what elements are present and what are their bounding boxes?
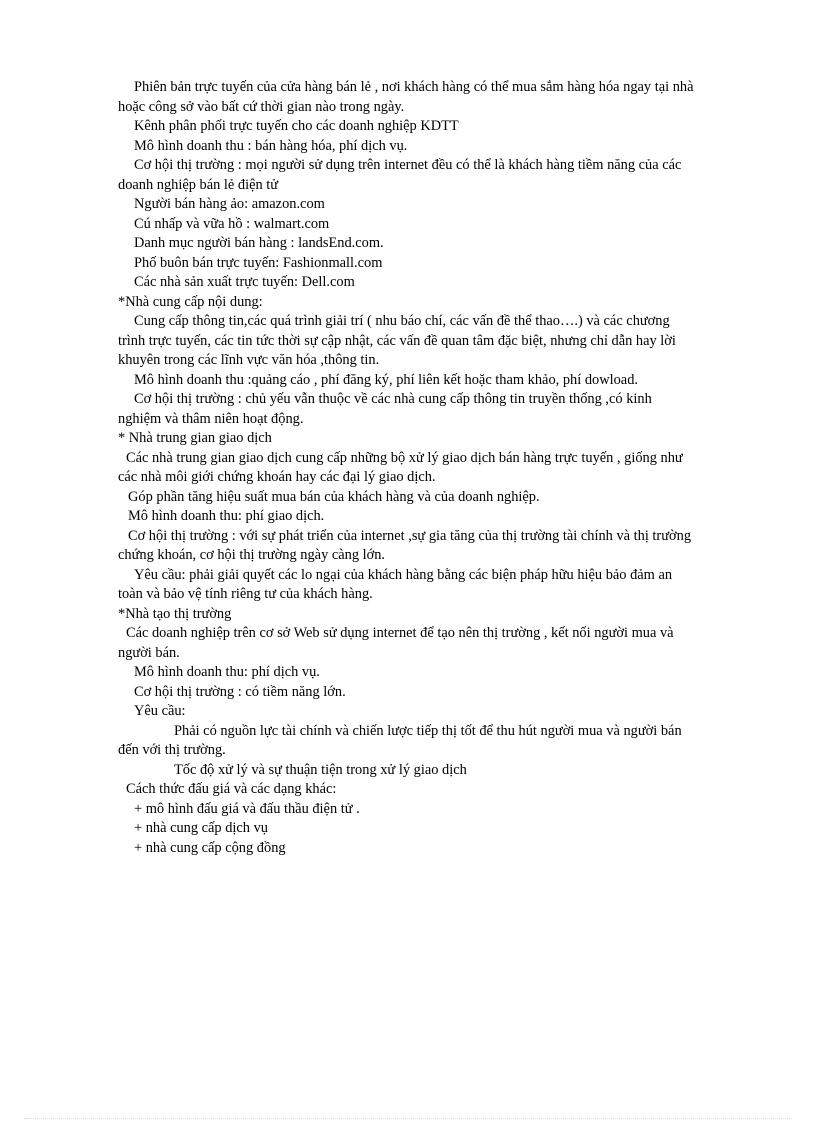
paragraph-market-opportunity-broker: Cơ hội thị trường : với sự phát triển của internet ,sự gia tăng của thị trường tài chính và thị trường chứng khoán, cơ hội thị trường ngày càng lớn. bbox=[118, 527, 692, 563]
page-bottom-rule bbox=[24, 1118, 792, 1119]
list-item-community-provider: + nhà cung cấp cộng đồng bbox=[134, 839, 286, 856]
heading-content-provider: *Nhà cung cấp nội dung: bbox=[118, 293, 263, 310]
paragraph-content-provider-desc: Cung cấp thông tin,các quá trình giải trí ( nhu báo chí, các vấn đề thể thao….) và các chương trình trực tuyến, các tin tức thời sự cập nhật, các vấn đề quan tâm đặc biệt, nhưng chỉ dẫn hay lời khuyên trong các lĩnh vực văn hóa ,thông tin. bbox=[118, 313, 676, 368]
paragraph-online-manufacturer: Các nhà sản xuất trực tuyến: Dell.com bbox=[134, 274, 355, 290]
paragraph-market-opportunity-market: Cơ hội thị trường : có tiềm năng lớn. bbox=[134, 683, 346, 700]
paragraph-requirement-broker: Yêu cầu: phải giải quyết các lo ngại của khách hàng bằng các biện pháp hữu hiệu bảo đảm an toàn và bảo vệ tính riêng tư của khách hàng. bbox=[118, 566, 673, 602]
paragraph-virtual-seller: Người bán hàng ảo: amazon.com bbox=[134, 196, 325, 212]
paragraph-online-store-version: Phiên bản trực tuyến của cửa hàng bán lẻ , nơi khách hàng có thể mua sắm hàng hóa ngay tại nhà hoặc công sở vào bất cứ thời gian nào trong ngày. bbox=[118, 79, 694, 115]
paragraph-revenue-model-retail: Mô hình doanh thu : bán hàng hóa, phí dịch vụ. bbox=[134, 137, 408, 154]
paragraph-catalog-merchant: Danh mục người bán hàng : landsEnd.com. bbox=[134, 235, 384, 251]
heading-market-creator: *Nhà tạo thị trường bbox=[118, 605, 232, 622]
heading-transaction-broker: * Nhà trung gian giao dịch bbox=[118, 430, 272, 446]
paragraph-market-opportunity-content: Cơ hội thị trường : chủ yếu vẫn thuộc về các nhà cung cấp thông tin truyền thống ,có kinh nghiệm và thâm niên hoạt động. bbox=[118, 391, 652, 427]
document-body bbox=[118, 78, 696, 858]
paragraph-requirement-label: Yêu cầu: bbox=[134, 703, 186, 719]
paragraph-requirement-finance: Phải có nguồn lực tài chính và chiến lược tiếp thị tốt để thu hút người mua và người bán đến với thị trường. bbox=[118, 722, 682, 758]
paragraph-requirement-speed: Tốc độ xử lý và sự thuận tiện trong xử lý giao dịch bbox=[174, 761, 467, 778]
paragraph-revenue-model-market: Mô hình doanh thu: phí dịch vụ. bbox=[134, 664, 320, 680]
paragraph-revenue-model-content: Mô hình doanh thu :quảng cáo , phí đăng ký, phí liên kết hoặc tham khảo, phí dowload. bbox=[134, 371, 638, 388]
paragraph-efficiency: Góp phần tăng hiệu suất mua bán của khách hàng và của doanh nghiệp. bbox=[128, 488, 540, 505]
paragraph-market-creator-desc: Các doanh nghiệp trên cơ sở Web sử dụng internet để tạo nên thị trường , kết nối người mua và người bán. bbox=[118, 625, 674, 661]
list-item-auction-model: + mô hình đấu giá và đấu thầu điện tử . bbox=[134, 800, 360, 817]
paragraph-market-opportunity-retail: Cơ hội thị trường : mọi người sử dụng trên internet đều có thể là khách hàng tiềm năng của các doanh nghiệp bán lẻ điện tử bbox=[118, 157, 682, 193]
paragraph-online-mall: Phố buôn bán trực tuyến: Fashionmall.com bbox=[134, 254, 383, 271]
paragraph-transaction-broker-desc: Các nhà trung gian giao dịch cung cấp những bộ xử lý giao dịch bán hàng trực tuyến , giống như các nhà môi giới chứng khoán hay các đại lý giao dịch. bbox=[118, 449, 683, 485]
paragraph-auction-methods: Cách thức đấu giá và các dạng khác: bbox=[126, 781, 337, 797]
paragraph-revenue-model-broker: Mô hình doanh thu: phí giao dịch. bbox=[128, 508, 325, 524]
paragraph-click-and-mortar: Cú nhấp và vữa hồ : walmart.com bbox=[134, 215, 330, 232]
list-item-service-provider: + nhà cung cấp dịch vụ bbox=[134, 820, 268, 836]
paragraph-online-channel: Kênh phân phối trực tuyến cho các doanh nghiệp KDTT bbox=[134, 118, 459, 134]
